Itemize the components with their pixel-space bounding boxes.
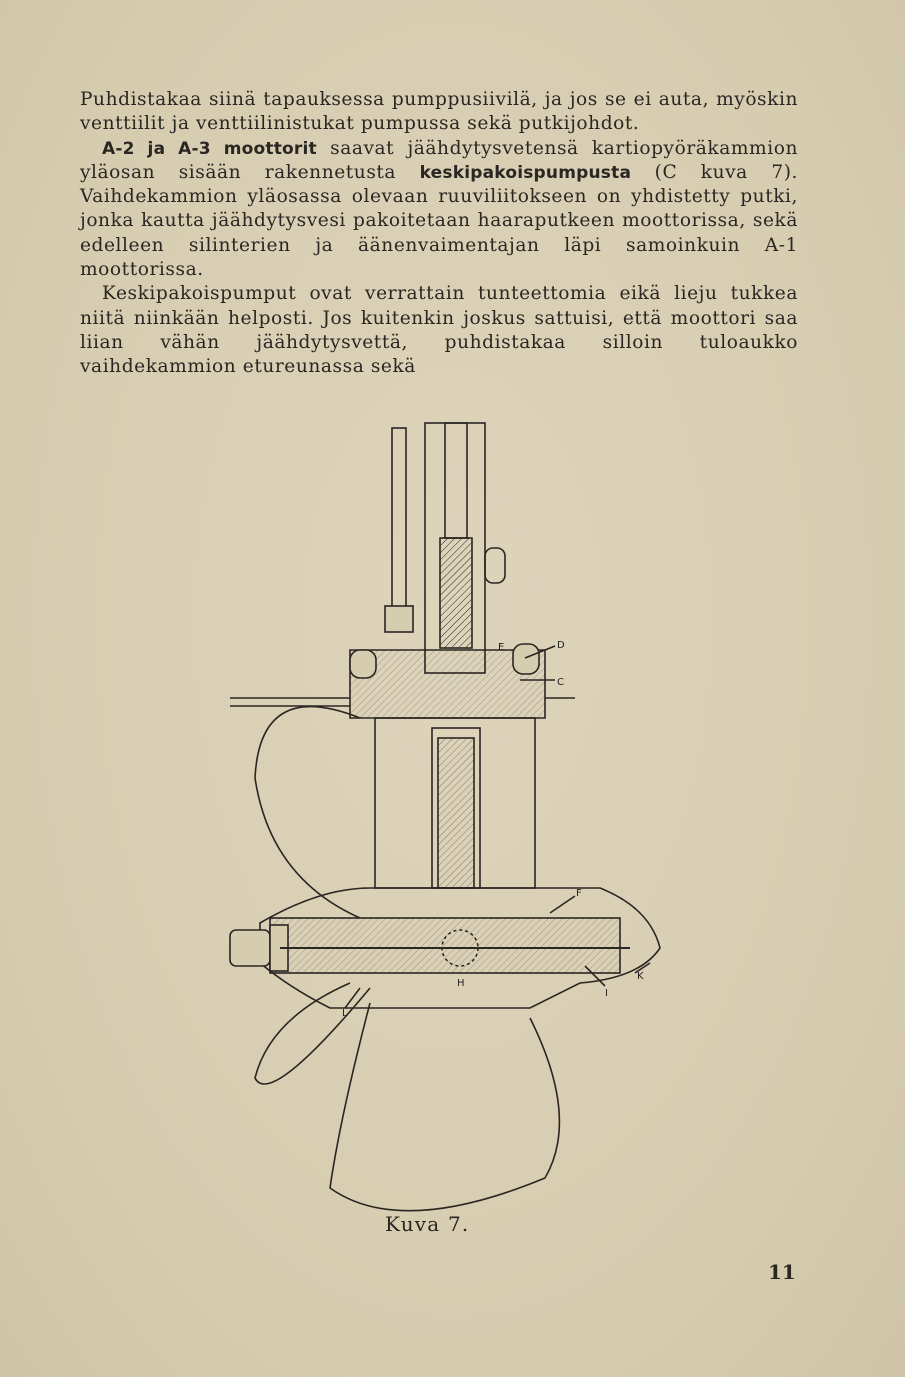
water-pipe xyxy=(392,428,406,608)
propeller-blade-lower xyxy=(330,1003,559,1211)
page-number: 11 xyxy=(768,1260,796,1284)
propeller-nut xyxy=(230,930,270,966)
bold-term-models: A-2 ja A-3 moottorit xyxy=(102,138,317,159)
cap-nut-right xyxy=(513,644,539,674)
label-H: H xyxy=(457,978,465,989)
bold-term-pump: keskipakoispumpusta xyxy=(419,162,632,183)
label-L: L xyxy=(342,1008,348,1019)
figure-caption: Kuva 7. xyxy=(385,1212,470,1236)
pipe-nut xyxy=(385,606,413,632)
paragraph-1: Puhdistakaa siinä tapauksessa pumppusiivilä, ja jos se ei auta, myöskin venttiilit ja venttiilinistukat pumpussa sekä putkijohdot. xyxy=(80,89,798,135)
cap-nut-left xyxy=(350,650,376,678)
label-K: K xyxy=(637,971,644,982)
propeller-gearbox-diagram xyxy=(200,418,690,1218)
body-text xyxy=(80,88,798,380)
label-C: C xyxy=(557,677,564,688)
label-D: D xyxy=(557,640,565,651)
label-I: I xyxy=(605,988,608,999)
label-E: E xyxy=(498,642,505,653)
paragraph-2: A-2 ja A-3 moottorit saavat jäähdytysvetensä kartiopyöräkammion yläosan sisään rakennetusta keskipakoispumpusta (C kuva 7). Vaihdekammion yläosassa olevaan ruuviliitokseen on yhdistetty putki, jonka kautta jäähdytysvesi pakoitetaan haaraputkeen moottorissa, sekä edelleen silinterien ja äänenvaimentajan läpi samoinkuin A-1 moottorissa. xyxy=(80,137,798,281)
propeller-blade-upper xyxy=(255,707,360,918)
label-F: F xyxy=(576,888,582,899)
drive-shaft xyxy=(440,538,472,648)
paragraph-3: Keskipakoispumput ovat verrattain tunteettomia eikä lieju tukkea niitä niinkään helposti. Jos kuitenkin joskus sattuisi, että moottori saa liian vähän jäähdytysvettä, puhdistakaa silloin tuloaukko vaihdekammion etureunassa sekä xyxy=(80,283,798,378)
